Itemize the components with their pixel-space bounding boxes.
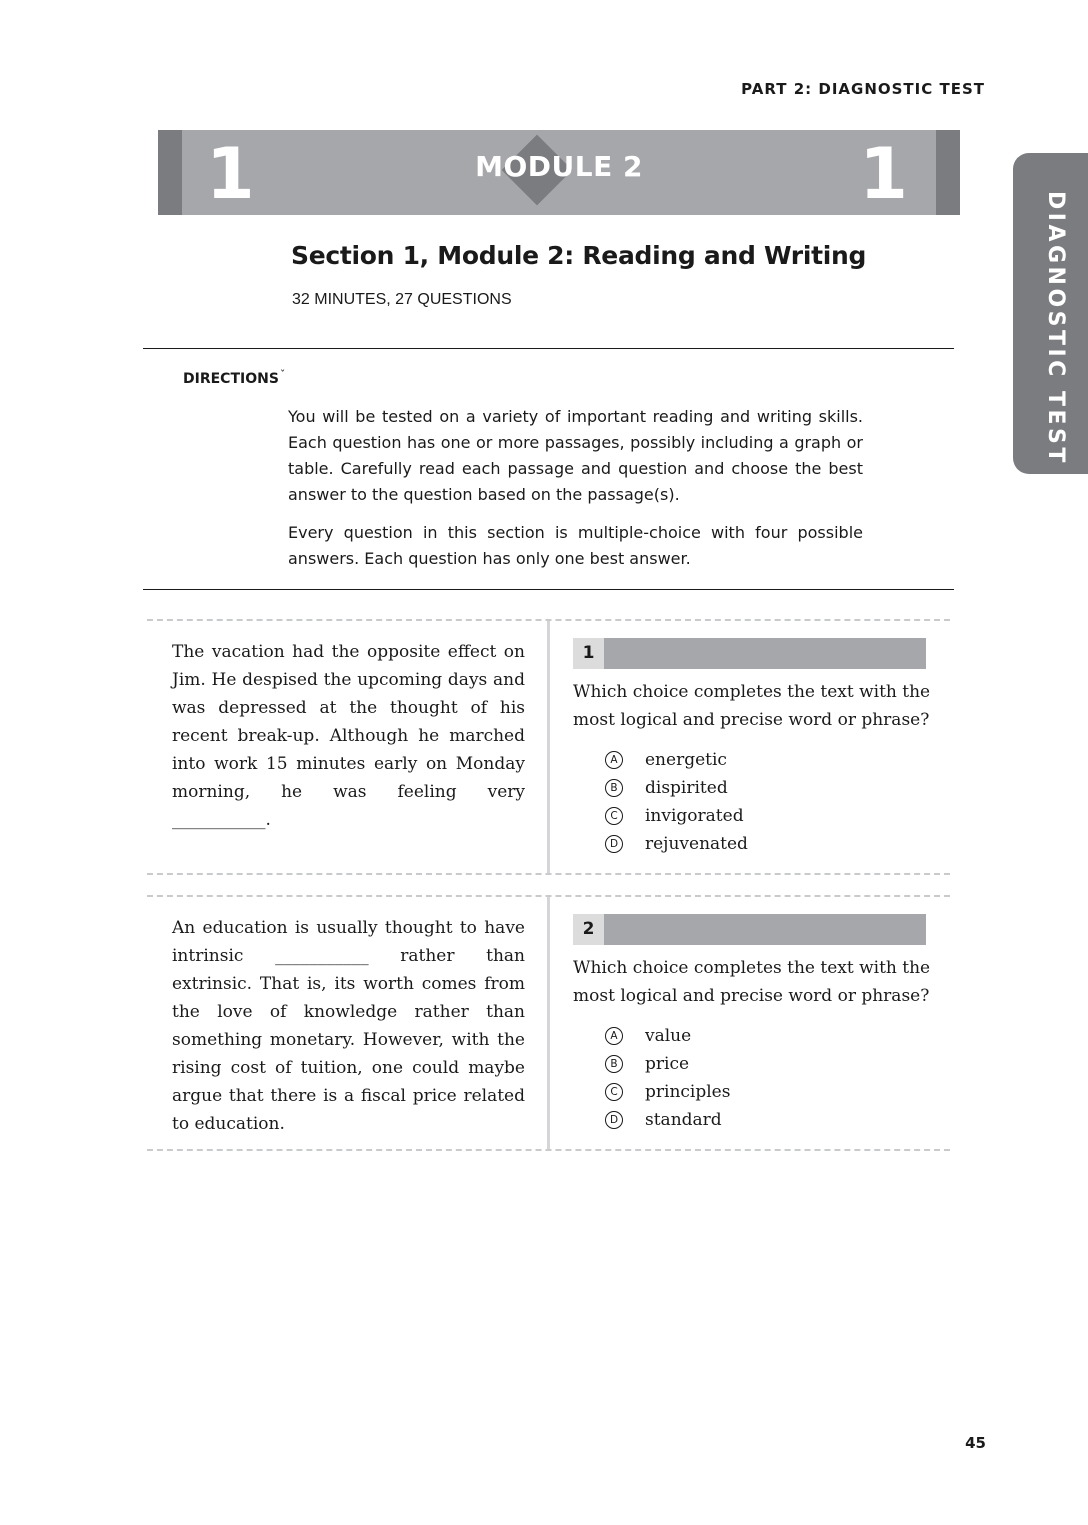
- choice-text: invigorated: [645, 806, 744, 826]
- answer-choice-d[interactable]: [605, 1106, 730, 1134]
- choice-text: energetic: [645, 750, 727, 770]
- passage-text: An education is usually thought to have intrinsic ___________ rather than extrinsic. That is, its worth comes from the love of knowledge rather than something monetary. However, with the rising cost of tuition, one could maybe argue that there is a fiscal price related to education.: [172, 918, 525, 1134]
- question-number: 2: [573, 914, 604, 945]
- answer-choices: [605, 1022, 730, 1134]
- chevron-down-icon: ˇ: [279, 368, 286, 381]
- page-number: 45: [965, 1434, 986, 1452]
- choice-bubble-icon[interactable]: D: [605, 1111, 623, 1129]
- running-head: PART 2: DIAGNOSTIC TEST: [741, 80, 985, 98]
- answer-choice-a[interactable]: [605, 1022, 730, 1050]
- directions-paragraph: You will be tested on a variety of important reading and writing skills. Each question has one or more passages, possibly including a graph or table. Carefully read each passage and question and choose the best answer to the question based on the passage(s).: [288, 407, 863, 504]
- section-number-right: 1: [859, 133, 908, 215]
- section-subtitle: 32 MINUTES, 27 QUESTIONS: [292, 291, 512, 308]
- answer-choice-b[interactable]: [605, 1050, 730, 1078]
- choice-text: principles: [645, 1082, 731, 1102]
- question-prompt: Which choice completes the text with the most logical and precise word or phrase?: [573, 682, 931, 730]
- choice-bubble-icon[interactable]: B: [605, 1055, 623, 1073]
- question-number: 1: [573, 638, 604, 669]
- answer-choice-a[interactable]: [605, 746, 748, 774]
- question-block-1: [147, 619, 950, 875]
- choice-text: price: [645, 1054, 690, 1074]
- question-block-2: [147, 895, 950, 1152]
- choice-bubble-icon[interactable]: C: [605, 1083, 623, 1101]
- column-divider: [547, 897, 550, 1150]
- question-header: [573, 914, 926, 945]
- choice-text: dispirited: [645, 778, 728, 798]
- passage-text: The vacation had the opposite effect on Jim. He despised the upcoming days and was depressed at the thought of his recent break-up. Although he marched into work 15 minutes early on Monday morning, he was feeling very ___________.: [172, 642, 525, 830]
- question-header: [573, 638, 926, 669]
- choice-bubble-icon[interactable]: C: [605, 807, 623, 825]
- dashed-divider: [147, 873, 950, 875]
- directions-label: [183, 368, 286, 387]
- choice-bubble-icon[interactable]: D: [605, 835, 623, 853]
- directions-label-text: DIRECTIONS: [183, 371, 279, 387]
- answer-choice-d[interactable]: [605, 830, 748, 858]
- directions-paragraph: Every question in this section is multiple-choice with four possible answers. Each question has only one best answer.: [288, 523, 863, 568]
- rule-top: [143, 348, 954, 349]
- answer-choices: [605, 746, 748, 858]
- module-banner: [158, 130, 960, 215]
- side-tab: [1013, 153, 1088, 474]
- choice-text: standard: [645, 1110, 722, 1130]
- choice-text: value: [645, 1026, 692, 1046]
- section-number-left: 1: [206, 133, 255, 215]
- side-tab-label: DIAGNOSTIC TEST: [1043, 191, 1068, 466]
- answer-choice-b[interactable]: [605, 774, 748, 802]
- module-title: MODULE 2: [475, 150, 643, 183]
- directions-body: [288, 404, 863, 572]
- column-divider: [547, 621, 550, 873]
- section-title: Section 1, Module 2: Reading and Writing: [291, 241, 867, 270]
- choice-bubble-icon[interactable]: A: [605, 751, 623, 769]
- answer-choice-c[interactable]: [605, 1078, 730, 1106]
- choice-bubble-icon[interactable]: B: [605, 779, 623, 797]
- rule-bottom: [143, 589, 954, 590]
- dashed-divider: [147, 1149, 950, 1151]
- question-prompt: Which choice completes the text with the most logical and precise word or phrase?: [573, 958, 931, 1006]
- choice-text: rejuvenated: [645, 834, 748, 854]
- answer-choice-c[interactable]: [605, 802, 748, 830]
- choice-bubble-icon[interactable]: A: [605, 1027, 623, 1045]
